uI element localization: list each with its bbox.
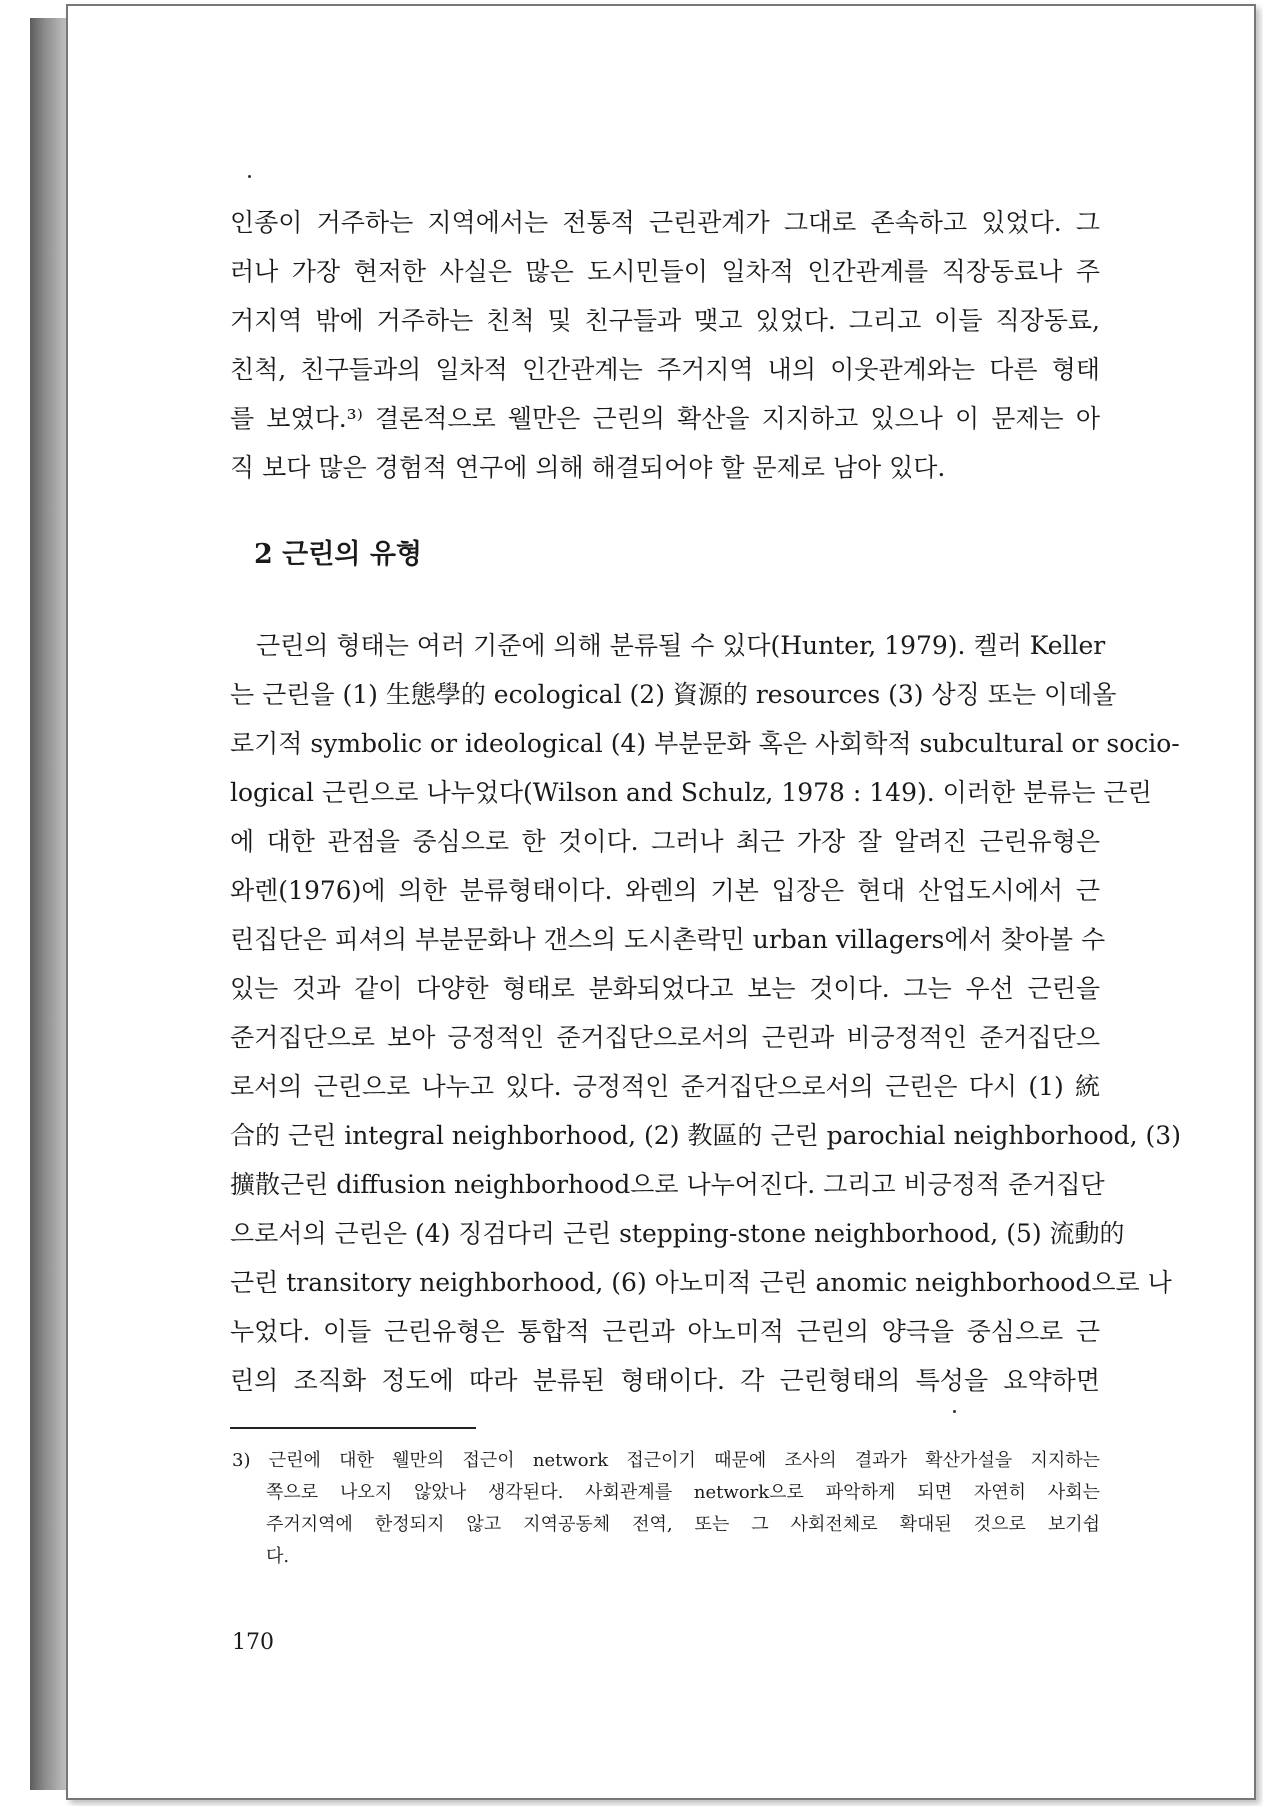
footnote-line: 3) 근린에 대한 웰만의 접근이 network 접근이기 때문에 조사의 결과가 확산가설을 지지하는 <box>232 1450 1100 1471</box>
text-line: 린의 조직화 정도에 따라 분류된 형태이다. 각 근린형태의 특성을 요약하면 <box>230 1366 1100 1395</box>
text-line: 를 보였다.³⁾ 결론적으로 웰만은 근린의 확산을 지지하고 있으나 이 문제는 아 <box>230 404 1100 433</box>
footnote-line: 주거지역에 한정되지 않고 지역공동체 전역, 또는 그 사회전체로 확대된 것으로 보기쉽 <box>266 1514 1100 1535</box>
text-line: 인종이 거주하는 지역에서는 전통적 근린관계가 그대로 존속하고 있었다. 그 <box>230 208 1100 237</box>
text-line: 로기적 symbolic or ideological (4) 부분문화 혹은 사회학적 subcultural or socio- <box>230 729 1180 758</box>
scan-speck <box>953 1410 956 1413</box>
text-line: logical 근린으로 나누었다(Wilson and Schulz, 1978 : 149). 이러한 분류는 근린 <box>230 778 1152 807</box>
paragraph-continued <box>230 198 1100 492</box>
text-line: 직 보다 많은 경험적 연구에 의해 해결되어야 할 문제로 남아 있다. <box>230 453 946 482</box>
text-line: 로서의 근린으로 나누고 있다. 긍정적인 준거집단으로서의 근린은 다시 (1) 統 <box>230 1072 1100 1101</box>
text-line: 있는 것과 같이 다양한 형태로 분화되었다고 보는 것이다. 그는 우선 근린을 <box>230 974 1100 1003</box>
text-line: 러나 가장 현저한 사실은 많은 도시민들이 일차적 인간관계를 직장동료나 주 <box>230 257 1100 286</box>
text-line: 근린 transitory neighborhood, (6) 아노미적 근린 anomic neighborhood으로 나 <box>230 1268 1172 1297</box>
text-line: 근린의 형태는 여러 기준에 의해 분류될 수 있다(Hunter, 1979). 켈러 Keller <box>256 631 1106 660</box>
text-line: 린집단은 피셔의 부분문화나 갠스의 도시촌락민 urban villagers에서 찾아볼 수 <box>230 925 1106 954</box>
book-spine <box>30 18 70 1790</box>
scan-speck <box>248 175 251 178</box>
text-line: 거지역 밖에 거주하는 친척 및 친구들과 맺고 있었다. 그리고 이들 직장동료, <box>230 306 1100 335</box>
text-line: 와렌(1976)에 의한 분류형태이다. 와렌의 기본 입장은 현대 산업도시에서 근 <box>230 876 1100 905</box>
text-line: 누었다. 이들 근린유형은 통합적 근린과 아노미적 근린의 양극을 중심으로 근 <box>230 1317 1100 1346</box>
footnote-line: 쪽으로 나오지 않았나 생각된다. 사회관계를 network으로 파악하게 되면 자연히 사회는 <box>266 1482 1100 1503</box>
page-number: 170 <box>232 1630 274 1655</box>
footnote-line: 다. <box>266 1546 290 1567</box>
text-line: 친척, 친구들과의 일차적 인간관계는 주거지역 내의 이웃관계와는 다른 형태 <box>230 355 1100 384</box>
footnote-divider <box>230 1427 476 1429</box>
text-line: 合的 근린 integral neighborhood, (2) 教區的 근린 parochial neighborhood, (3) <box>230 1121 1181 1150</box>
text-line: 으로서의 근린은 (4) 징검다리 근린 stepping-stone neighborhood, (5) 流動的 <box>230 1219 1125 1248</box>
text-line: 에 대한 관점을 중심으로 한 것이다. 그러나 최근 가장 잘 알려진 근린유형은 <box>230 827 1100 856</box>
paragraph-neighborhood-types <box>230 621 1181 1405</box>
footnote <box>232 1445 1100 1573</box>
text-line: 는 근린을 (1) 生態學的 ecological (2) 資源的 resources (3) 상징 또는 이데올 <box>230 680 1117 709</box>
text-line: 擴散근린 diffusion neighborhood으로 나누어진다. 그리고 비긍정적 준거집단 <box>230 1170 1105 1199</box>
section-heading: 2 근린의 유형 <box>254 539 422 570</box>
text-line: 준거집단으로 보아 긍정적인 준거집단으로서의 근린과 비긍정적인 준거집단으 <box>230 1023 1100 1052</box>
